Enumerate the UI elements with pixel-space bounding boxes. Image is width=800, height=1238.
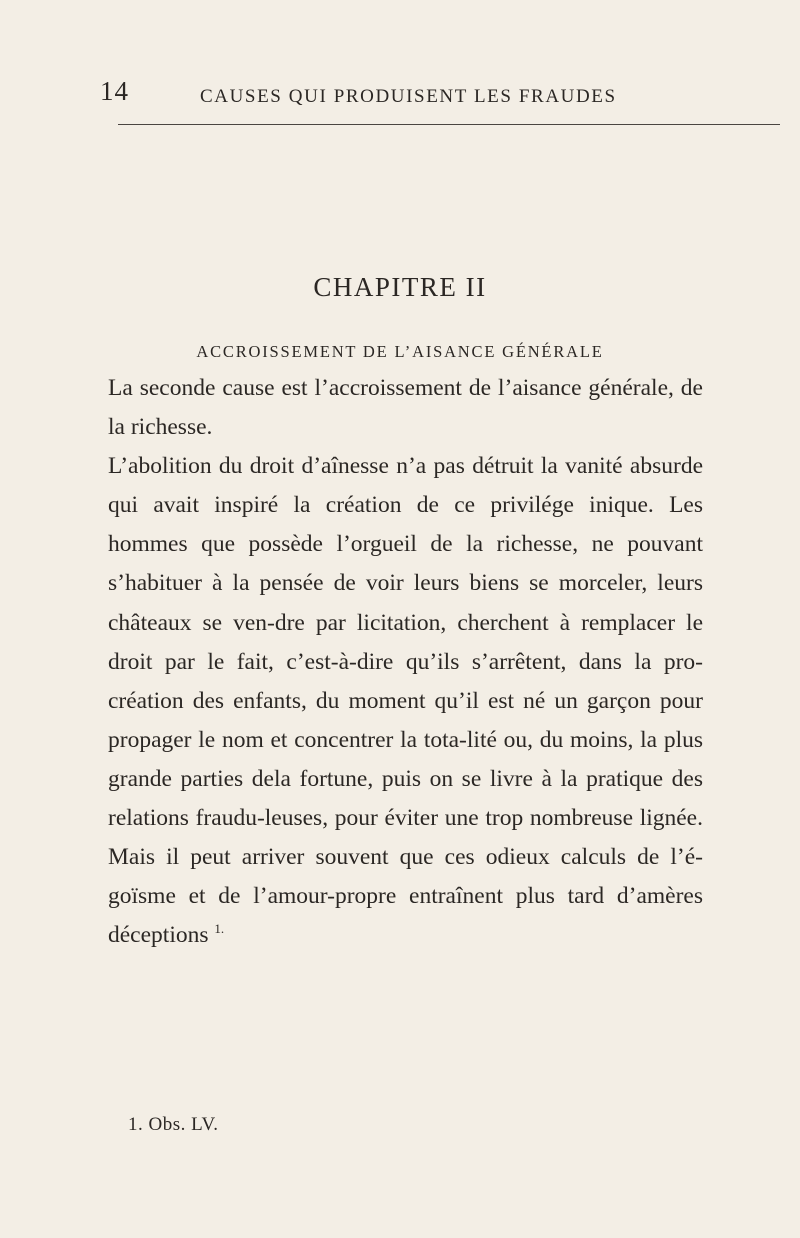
body-text (108, 369, 703, 955)
header-rule (118, 124, 780, 125)
chapter-title: ACCROISSEMENT DE L’AISANCE GÉNÉRALE (196, 342, 604, 361)
running-head: CAUSES QUI PRODUISENT LES FRAUDES (200, 86, 617, 107)
paragraph-2-text: L’abolition du droit d’aînesse n’a pas détruit la vanité absurde qui avait inspiré la création de ce privilége inique. Les hommes que possède l’orgueil de la richesse, ne pouvant s’habituer à la pensée de voir leurs biens se morceler, leurs châteaux se ven-dre par licitation, cherchent à remplacer le droit par le fait, c’est-à-dire qu’ils s’arrêtent, dans la pro-création des enfants, du moment qu’il est né un garçon pour propager le nom et concentrer la tota-lité ou, du moins, la plus grande parties dela fortune, puis on se livre à la pratique des relations fraudu-leuses, pour éviter une trop nombreuse lignée. Mais il peut arriver souvent que ces odieux calculs de l’é-goïsme et de l’amour-propre entraînent plus tard d’amères déceptions (108, 453, 703, 949)
page-number: 14 (100, 76, 129, 106)
paragraph-1: La seconde cause est l’accroissement de l’aisance générale, de la richesse. (108, 375, 703, 441)
chapter-label: CHAPITRE II (313, 272, 487, 302)
footnote-reference: 1. (214, 921, 225, 937)
footnote: 1. Obs. LV. (128, 1114, 219, 1135)
paragraph-2 (108, 447, 703, 955)
